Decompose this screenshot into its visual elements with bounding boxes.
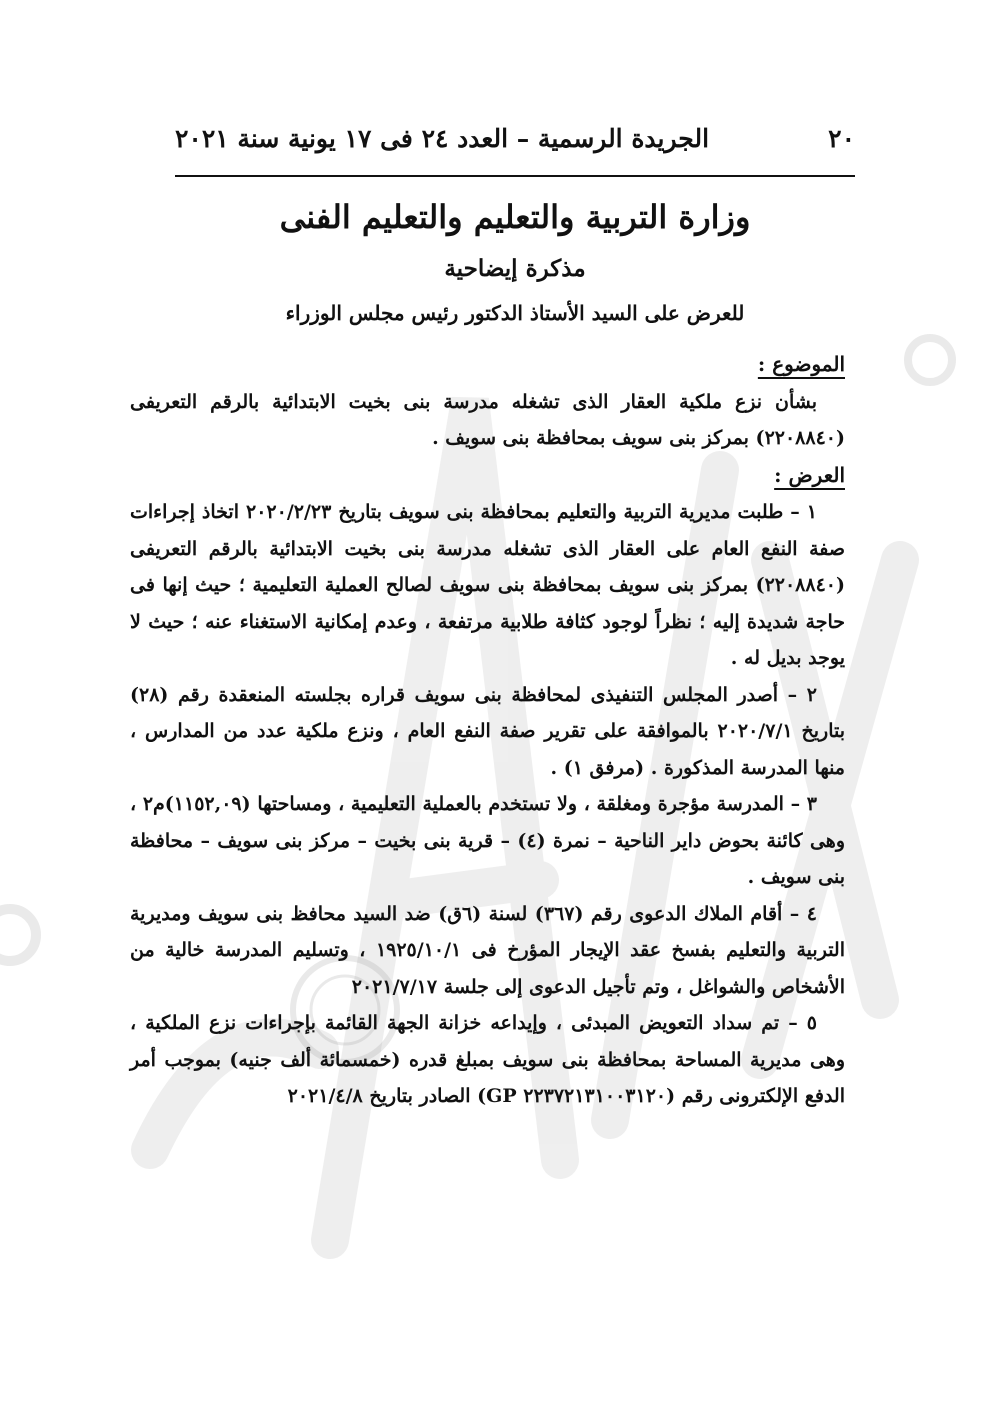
memo-body: [130, 346, 845, 1115]
presentation-item-4: ٤ – أقام الملاك الدعوى رقم (٣٦٧) لسنة (٦ق) ضد السيد محافظ بنى سويف ومديرية التربية والتعليم بفسخ عقد الإيجار المؤرخ فى ١٩٢٥/١٠/١ ، وتسليم المدرسة خالية من الأشخاص والشواغل ، وتم تأجيل الدعوى إلى جلسة ٢٠٢١/٧/١٧: [130, 902, 845, 998]
header-rule: [175, 175, 855, 177]
presentation-heading: العرض :: [774, 462, 845, 487]
addressee-line: للعرض على السيد الأستاذ الدكتور رئيس مجلس الوزراء: [285, 301, 745, 325]
presentation-item-2: ٢ – أصدر المجلس التنفيذى لمحافظة بنى سويف قراره بجلسته المنعقدة رقم (٢٨) بتاريخ ٢٠٢٠/٧/١ بالموافقة على تقرير صفة النفع العام ، ونزع ملكية عدد من المدارس ، منها المدرسة المذكورة . (مرفق ١) .: [130, 683, 845, 779]
subject-heading: الموضوع :: [757, 352, 845, 376]
page-number: ٢٠: [828, 124, 855, 153]
page-header: [175, 124, 855, 153]
publication-info: الجريدة الرسمية – العدد ٢٤ فى ١٧ يونية سنة ٢٠٢١: [175, 124, 710, 153]
subject-text: بشأن نزع ملكية العقار الذى تشغله مدرسة بنى بخيت الابتدائية بالرقم التعريفى (٢٢٠٨٨٤٠) بمركز بنى سويف بمحافظة بنى سويف .: [130, 390, 845, 449]
presentation-item-5: ٥ – تم سداد التعويض المبدئى ، وإيداعه خزانة الجهة القائمة بإجراءات نزع الملكية ، وهى مديرية المساحة بمحافظة بنى سويف بمبلغ قدره (خمسمائة ألف جنيه) بموجب أمر الدفع الإلكترونى رقم (٢٢٣٧٢١٣١٠٠٣١٢٠ GP) الصادر بتاريخ ٢٠٢١/٤/٨: [130, 1012, 845, 1107]
presentation-item-1: ١ – طلبت مديرية التربية والتعليم بمحافظة بنى سويف بتاريخ ٢٠٢٠/٢/٢٣ اتخاذ إجراءات صفة النفع العام على العقار الذى تشغله مدرسة بنى بخيت الابتدائية بالرقم التعريفى (٢٢٠٨٨٤٠) بمركز بنى سويف بمحافظة بنى سويف لصالح العملية التعليمية ؛ حيث إنها فى حاجة شديدة إليه ؛ نظراً لوجود كثافة طلابية مرتفعة ، وعدم إمكانية الاستغناء عنه ؛ حيث لا يوجد بديل له .: [130, 501, 845, 669]
ministry-title: وزارة التربية والتعليم والتعليم الفنى: [279, 198, 751, 236]
memo-subtitle: مذكرة إيضاحية: [444, 255, 586, 282]
presentation-item-3: ٣ – المدرسة مؤجرة ومغلقة ، ولا تستخدم بالعملية التعليمية ، ومساحتها (١١٥٢,٠٩)م٢ ، وهى كائنة بحوض داير الناحية – نمرة (٤) – قرية بنى بخيت – مركز بنى سويف – محافظة بنى سويف .: [130, 793, 845, 888]
